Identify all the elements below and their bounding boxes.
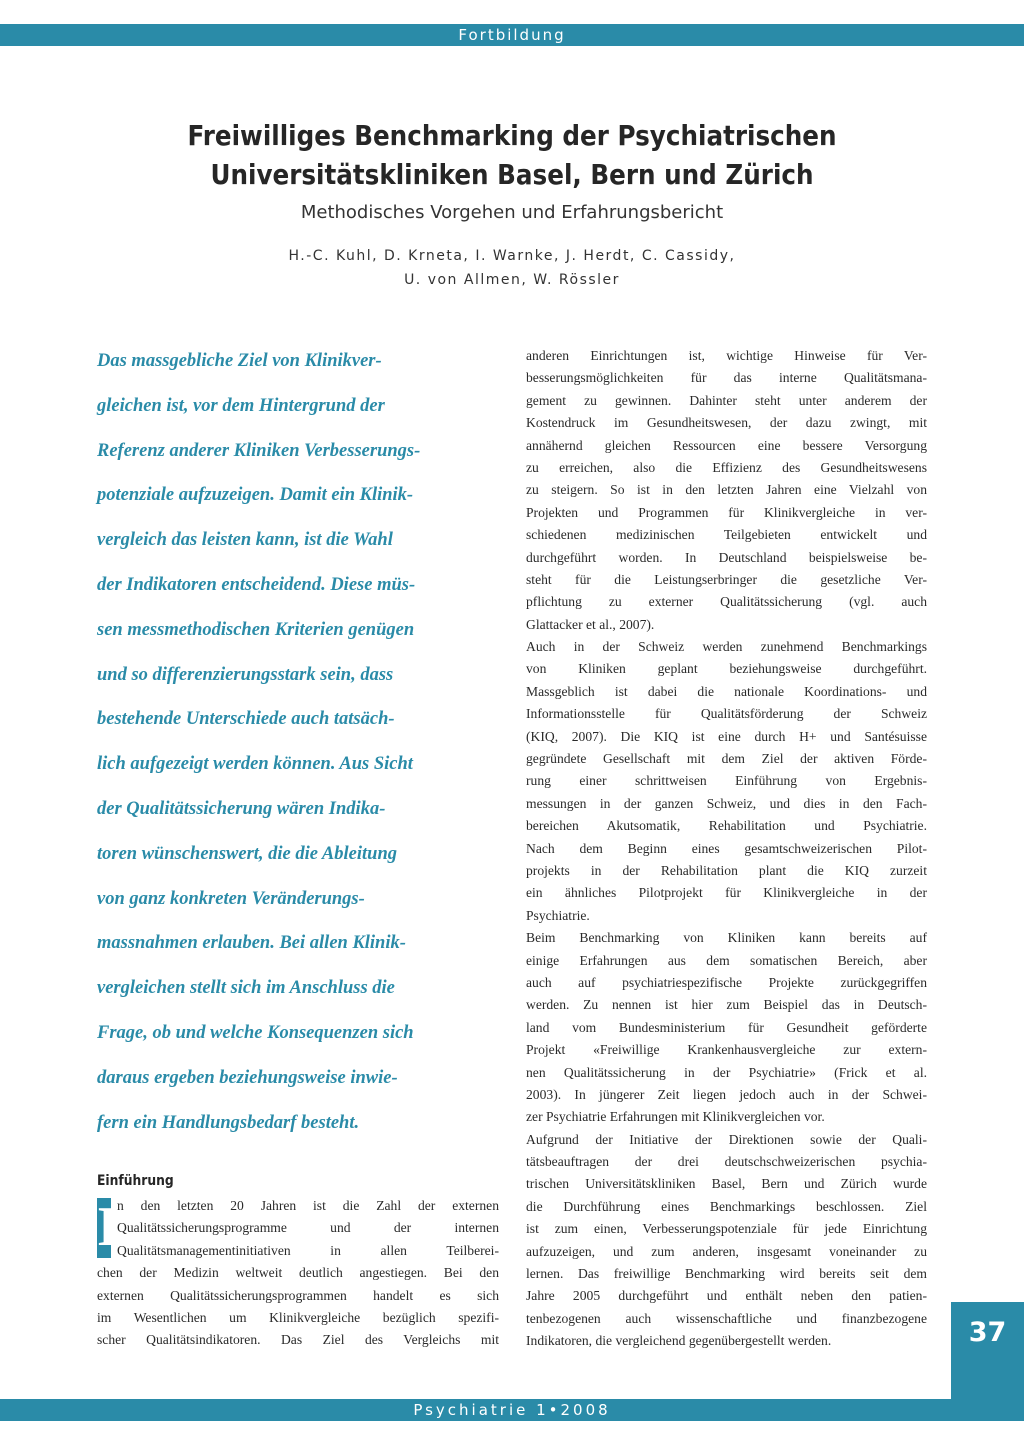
body-line: ist zum einen, Verbesserungspotenziale für jede Einrichtung <box>526 1221 927 1237</box>
body-line: anderen Einrichtungen ist, wichtige Hinweise für Ver- <box>526 348 927 363</box>
page-number-tab <box>951 1302 1024 1399</box>
section-label: Fortbildung <box>458 26 566 44</box>
body-line: (KIQ, 2007). Die KIQ ist eine durch H+ und Santésuisse <box>526 728 927 744</box>
title-line: Universitätskliniken Basel, Bern und Zürich <box>210 158 814 191</box>
article-subtitle: Methodisches Vorgehen und Erfahrungsbericht <box>300 202 724 223</box>
body-line: schiedenen medizinischen Teilgebieten entwickelt und <box>526 527 927 543</box>
body-line: nen Qualitätssicherung in der Psychiatrie» (Frick et al. <box>526 1064 927 1080</box>
body-line: messungen in der ganzen Schweiz, und dies in den Fach- <box>526 795 927 811</box>
body-line: einige Erfahrungen aus dem somatischen Bereich, aber <box>526 952 927 968</box>
abstract-line: daraus ergeben beziehungsweise inwie- <box>97 1067 398 1088</box>
abstract-line: vergleichen stellt sich im Anschluss die <box>97 978 395 999</box>
body-line: Informationsstelle für Qualitätsförderung der Schweiz <box>526 706 927 722</box>
drop-cap: I <box>97 1196 119 1258</box>
title-line: Freiwilliges Benchmarking der Psychiatrischen <box>187 119 837 152</box>
body-line: Projekt «Freiwillige Krankenhausvergleiche zur extern- <box>526 1042 927 1058</box>
body-line: Glattacker et al., 2007). <box>526 616 655 632</box>
article-title <box>149 116 874 194</box>
body-line: Psychiatrie. <box>526 907 590 923</box>
body-line: die Durchführung eines Benchmarkings beschlossen. Ziel <box>526 1198 927 1214</box>
body-line: werden. Zu nennen ist hier zum Beispiel das in Deutsch- <box>526 997 927 1013</box>
body-line: steht für die Leistungserbringer die gesetzliche Ver- <box>526 571 927 587</box>
author-line: H.-C. Kuhl, D. Krneta, I. Warnke, J. Herdt, C. Cassidy, <box>288 248 736 264</box>
abstract-line: bestehende Unterschiede auch tatsäch- <box>97 709 395 730</box>
body-line: gegründete Gesellschaft mit dem Ziel der aktiven Förde- <box>526 751 927 767</box>
section-heading-einfuehrung: Einführung <box>97 1173 174 1189</box>
body-line: Qualitätssicherungsprogramme und der internen <box>117 1220 499 1236</box>
abstract-line: sen messmethodischen Kriterien genügen <box>97 619 415 640</box>
body-line: Qualitätsmanagementinitiativen in allen Teilberei- <box>117 1242 499 1258</box>
body-line: Aufgrund der Initiative der Direktionen sowie der Quali- <box>526 1131 927 1147</box>
abstract-line: Referenz anderer Kliniken Verbesserungs- <box>97 440 421 461</box>
body-line: bereichen Akutsomatik, Rehabilitation und Psychiatrie. <box>526 818 927 834</box>
body-line: tätsbeauftragen der drei deutschschweizerischen psychia- <box>526 1154 927 1170</box>
body-line: n den letzten 20 Jahren ist die Zahl der externen <box>117 1198 499 1213</box>
abstract-line: der Indikatoren entscheidend. Diese müs- <box>97 574 416 595</box>
abstract-line: massnahmen erlauben. Bei allen Klinik- <box>97 933 406 954</box>
body-line: Kostendruck im Gesundheitswesen, der dazu zwingt, mit <box>526 415 927 431</box>
author-list <box>180 244 844 292</box>
abstract-line: gleichen ist, vor dem Hintergrund der <box>97 395 385 416</box>
abstract-line: und so differenzierungsstark sein, dass <box>97 664 394 685</box>
body-line: Auch in der Schweiz werden zunehmend Benchmarkings <box>526 639 927 655</box>
body-line: externen Qualitätssicherungsprogrammen handelt es sich <box>97 1287 499 1303</box>
body-line: pflichtung zu externer Qualitätssicherung (vgl. auch <box>526 594 927 610</box>
body-line: im Wesentlichen um Klinikvergleiche bezüglich spezifi- <box>97 1310 499 1326</box>
body-line: zu erreichen, also die Effizienz des Gesundheitswesens <box>526 459 927 475</box>
abstract-line: von ganz konkreten Veränderungs- <box>97 888 365 909</box>
body-line: tenbezogenen auch wissenschaftliche und finanzbezogene <box>526 1310 927 1326</box>
body-line: zer Psychiatrie Erfahrungen mit Klinikvergleichen vor. <box>526 1109 825 1125</box>
journal-issue: Psychiatrie 1•2008 <box>413 1401 611 1419</box>
body-line: projekts in der Rehabilitation plant die KIQ zurzeit <box>526 862 927 878</box>
body-line: ein ähnliches Pilotprojekt für Klinikvergleiche in der <box>526 885 927 901</box>
abstract-line: toren wünschenswert, die die Ableitung <box>97 843 397 864</box>
footer-bar <box>0 1399 1024 1421</box>
body-line: zu steigern. So ist in den letzten Jahren eine Vielzahl von <box>526 482 927 498</box>
body-line: auch auf psychiatriespezifische Projekte zurückgegriffen <box>526 974 927 990</box>
intro-paragraph <box>97 1195 499 1352</box>
right-column-text <box>526 345 927 1353</box>
body-line: 2003). In jüngerer Zeit liegen jedoch auch in der Schwei- <box>526 1086 927 1102</box>
abstract <box>97 339 499 1145</box>
body-line: Indikatoren, die vergleichend gegenübergestellt werden. <box>526 1333 832 1349</box>
section-header-bar <box>0 24 1024 46</box>
body-line: lernen. Das freiwillige Benchmarking wird bereits seit dem <box>526 1266 927 1282</box>
abstract-line: lich aufgezeigt werden können. Aus Sicht <box>97 754 413 775</box>
abstract-line: Das massgebliche Ziel von Klinikver- <box>97 351 382 371</box>
abstract-line: potenziale aufzuzeigen. Damit ein Klinik- <box>97 485 414 506</box>
body-line: scher Qualitätsindikatoren. Das Ziel des Vergleichs mit <box>97 1332 499 1348</box>
author-line: U. von Allmen, W. Rössler <box>404 272 620 288</box>
abstract-line: Frage, ob und welche Konsequenzen sich <box>97 1022 414 1043</box>
body-line: gement zu gewinnen. Dahinter steht unter anderem der <box>526 392 927 408</box>
body-line: Projekten und Programmen für Klinikvergleiche in ver- <box>526 504 927 520</box>
body-line: von Kliniken geplant beziehungsweise durchgeführt. <box>526 661 927 677</box>
body-line: Beim Benchmarking von Kliniken kann bereits auf <box>526 930 927 946</box>
abstract-line: der Qualitätssicherung wären Indika- <box>97 798 386 819</box>
body-line: aufzuzeigen, und zum anderen, insgesamt voneinander zu <box>526 1243 927 1259</box>
abstract-line: vergleich das leisten kann, ist die Wahl <box>97 530 393 551</box>
body-line: chen der Medizin weltweit deutlich angestiegen. Bei den <box>97 1265 499 1281</box>
body-line: rung einer schrittweisen Einführung von Ergebnis- <box>526 773 927 789</box>
body-line: annähernd gleichen Ressourcen eine bessere Versorgung <box>526 437 927 453</box>
body-line: Jahre 2005 durchgeführt und enthält neben den patien- <box>526 1288 927 1304</box>
page-number: 37 <box>968 1317 1007 1348</box>
body-line: Nach dem Beginn eines gesamtschweizerischen Pilot- <box>526 840 927 856</box>
body-line: durchgeführt worden. In Deutschland beispielsweise be- <box>526 549 927 565</box>
body-line: land vom Bundesministerium für Gesundheit geförderte <box>526 1019 927 1035</box>
body-line: trischen Universitätskliniken Basel, Bern und Zürich wurde <box>526 1176 927 1192</box>
body-line: besserungsmöglichkeiten für das interne Qualitätsmana- <box>526 370 927 386</box>
abstract-line: fern ein Handlungsbedarf besteht. <box>97 1112 360 1133</box>
body-line: Massgeblich ist dabei die nationale Koordinations- und <box>526 683 927 699</box>
